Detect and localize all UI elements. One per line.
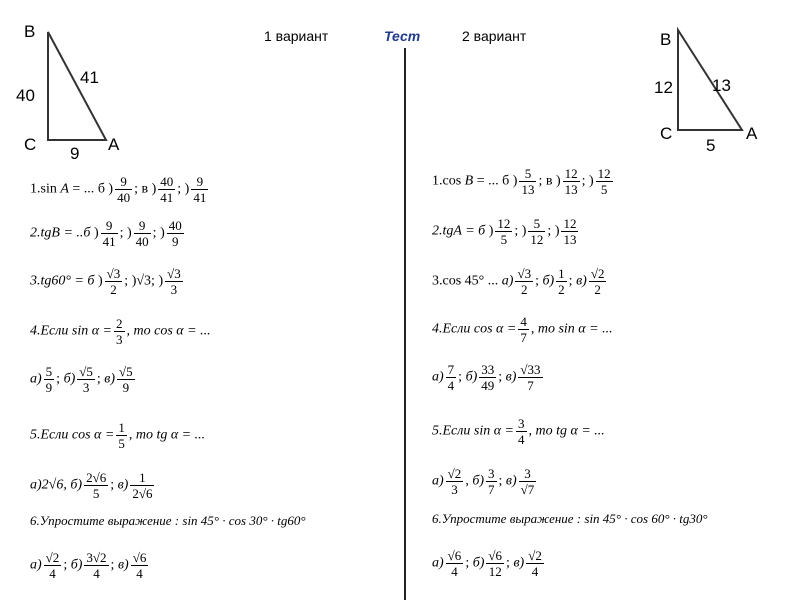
left-question-1: 1.sin A = ... б ) $\frac{9}{40}$ ; в ) $\frac{40}{41}$ ; ) $\frac{9}{41}$ [30,174,207,205]
triangle-left-side-ca: 9 [70,144,80,163]
triangle-left-vertex-a: A [108,135,120,154]
right-question-4-answers: а) $\frac{7}{4}$ ; б) $\frac{33}{49}$ ; в) $\frac{√33}{7}$ [432,362,541,393]
left-question-4-answers: а) $\frac{5}{9}$ ; б) $\frac{√5}{3}$ ; в) $\frac{√5}{9}$ [30,364,133,395]
variant-2-label: 2 вариант [462,28,527,44]
left-question-3: 3.tg60° = б ) $\frac{√3}{2}$ ; )√3; ) $\frac{√3}{3}$ [30,266,181,297]
triangle-right-side-ab: 13 [712,76,731,95]
right-question-2: 2.tgA = б ) $\frac{12}{5}$ ; ) $\frac{5}{12}$ ; ) $\frac{12}{13}$ [432,216,577,247]
left-question-4: 4.Если sin α = $\frac{2}{3}$ , то cos α = ... [30,316,211,347]
left-question-5: 5.Если cos α = $\frac{1}{5}$ , то tg α = ... [30,420,206,451]
triangle-right-vertex-a: A [746,124,758,143]
variant-1-label: 1 вариант [264,28,329,44]
right-question-3: 3.cos 45° ... а) $\frac{√3}{2}$ ; б) $\frac{1}{2}$ ; в) $\frac{√2}{2}$ [432,266,605,297]
triangle-right-side-bc: 12 [654,78,673,97]
right-question-4: 4.Если cos α = $\frac{4}{7}$ , то sin α = ... [432,314,613,345]
right-question-6: 6.Упростите выражение : sin 45° · cos 60° · tg30° [432,511,708,526]
right-question-5-answers: а) $\frac{√2}{3}$ , б) $\frac{3}{7}$ ; в) $\frac{3}{√7}$ [432,466,535,497]
test-title: Тест [384,28,421,44]
right-question-1: 1.cos B = ... б ) $\frac{5}{13}$ ; в ) $\frac{12}{13}$ ; ) $\frac{12}{5}$ [432,166,611,197]
triangle-left-side-ab: 41 [80,68,99,87]
right-question-5: 5.Если sin α = $\frac{3}{4}$ , то tg α = ... [432,416,605,447]
right-question-6-answers: а) $\frac{√6}{4}$ ; б) $\frac{√6}{12}$ ; в) $\frac{√2}{4}$ [432,548,542,579]
left-question-2: 2.tgB = ..б ) $\frac{9}{41}$ ; ) $\frac{9}{40}$ ; ) $\frac{40}{9}$ [30,218,182,249]
triangle-left-vertex-b: B [24,22,36,41]
left-question-5-answers: а)2√6, б) $\frac{2√6}{5}$ ; в) $\frac{1}{2√6}$ [30,470,153,501]
triangle-right-vertex-c: C [660,124,673,143]
triangle-left-side-bc: 40 [16,86,35,105]
triangle-right-vertex-b: B [660,30,672,49]
left-question-6-answers: а) $\frac{√2}{4}$ ; б) $\frac{3√2}{4}$ ; в) $\frac{√6}{4}$ [30,550,147,581]
triangle-right-side-ca: 5 [706,136,716,155]
left-question-6: 6.Упростите выражение : sin 45° · cos 30° · tg60° [30,513,306,528]
triangle-left-vertex-c: C [24,135,37,154]
column-divider [404,48,406,600]
